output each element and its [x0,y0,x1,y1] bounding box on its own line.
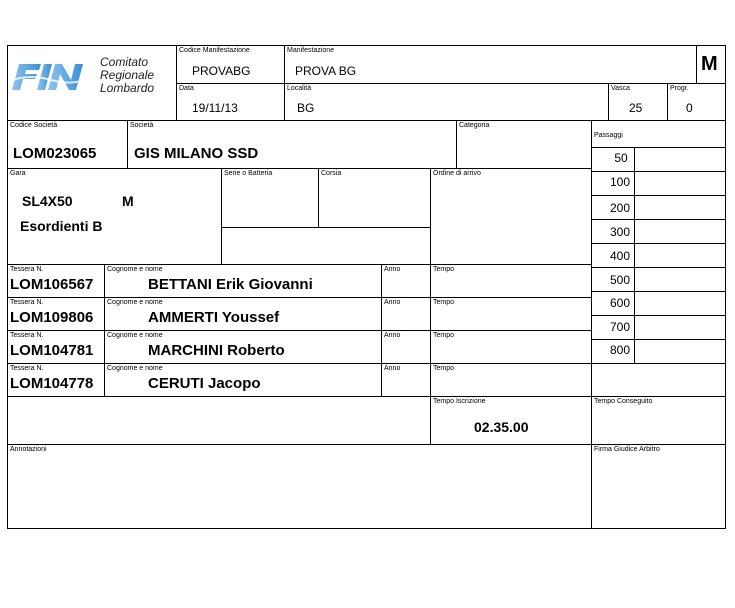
corsia-label: Corsia [321,170,342,177]
passaggi-700-time [634,315,726,340]
anno-label: Anno [384,299,401,306]
manifestazione-label: Manifestazione [287,47,335,54]
athlete-2-nome [104,297,382,331]
passaggi-distance: 600 [609,296,631,310]
passaggi-500-time [634,267,726,292]
gara-label: Gara [10,170,26,177]
data-label: Data [179,85,194,92]
passaggi-300-time [634,219,726,244]
corsia-cell [318,168,431,228]
passaggi-100 [591,171,635,196]
serie-cell [221,168,319,228]
sex-cell [696,45,726,84]
vasca-cell [608,83,668,121]
athlete-1-tessera [7,264,105,298]
passaggi-100-time [634,171,726,196]
vasca-value: 25 [629,101,643,115]
passaggi-400 [591,243,635,268]
tempo-iscrizione-value: 02.35.00 [474,419,529,435]
tempo-iscrizione-cell [430,396,592,445]
cognome-label: Cognome e nome [107,365,163,372]
tessera-value: LOM106567 [10,276,94,293]
athlete-3-anno [381,330,431,364]
nome-value: BETTANI Erik Giovanni [148,276,313,293]
localita-label: Località [287,85,312,92]
data-value: 19/11/13 [192,101,238,115]
tessera-value: LOM109806 [10,309,94,326]
passaggi-distance: 300 [609,225,631,239]
passaggi-500 [591,267,635,292]
tempo-iscrizione-label: Tempo Iscrizione [433,398,486,405]
vasca-label: Vasca [611,85,630,92]
passaggi-distance: 200 [609,201,631,215]
tempo-label: Tempo [433,299,455,306]
passaggi-50-time [634,147,726,172]
org-name [100,56,154,95]
fin-logo [11,60,93,99]
tempo-label: Tempo [433,332,455,339]
societa-value: GIS MILANO SSD [134,145,259,162]
gara-sex: M [122,193,134,209]
firma-giudice-label: Firma Giudice Arbitro [594,446,660,453]
tempo-label: Tempo [433,266,455,273]
codice-societa-cell [7,120,128,169]
passaggi-800-time [634,339,726,364]
nome-value: AMMERTI Youssef [148,309,280,326]
anno-label: Anno [384,266,401,273]
manifestazione-cell [284,45,697,84]
firma-giudice-cell [591,444,726,529]
passaggi-distance: 50 [614,151,628,165]
anno-label: Anno [384,365,401,372]
passaggi-600 [591,291,635,316]
athlete-4-nome [104,363,382,397]
gara-event: SL4X50 [22,193,73,209]
progr-value: 0 [686,101,693,115]
societa-label: Società [130,122,154,129]
serie-label: Serie o Batteria [224,170,273,177]
times-blank [7,396,431,445]
cognome-label: Cognome e nome [107,332,163,339]
athlete-2-tessera [7,297,105,331]
tessera-label: Tessera N. [10,266,44,273]
tempo-conseguito-label: Tempo Conseguito [594,398,653,405]
tessera-label: Tessera N. [10,299,44,306]
societa-cell [127,120,457,169]
gara-cell [7,168,222,265]
codice-societa-value: LOM023065 [13,145,97,162]
passaggi-distance: 500 [609,273,631,287]
tessera-label: Tessera N. [10,332,44,339]
sex-value: M [701,53,718,75]
passaggi-distance: 400 [609,249,631,263]
cognome-label: Cognome e nome [107,299,163,306]
data-cell [176,83,285,121]
org-line-1: Comitato [100,55,149,69]
passaggi-300 [591,219,635,244]
passaggi-400-time [634,243,726,268]
tessera-value: LOM104781 [10,342,94,359]
nome-value: CERUTI Jacopo [148,375,261,392]
codice-manifestazione-label: Codice Manifestazione [179,47,250,54]
passaggi-50 [591,147,635,172]
tempo-label: Tempo [433,365,455,372]
progr-label: Progr. [670,85,689,92]
athlete-1-nome [104,264,382,298]
athlete-3-tessera [7,330,105,364]
annotazioni-label: Annotazioni [10,446,47,453]
gara-category: Esordienti B [20,218,103,234]
cognome-label: Cognome e nome [107,266,163,273]
serie-corsia-blank [221,227,431,265]
passaggi-200-time [634,195,726,220]
annotazioni-cell [7,444,592,529]
athlete-2-tempo [430,297,592,331]
ordine-arrivo-label: Ordine di arrivo [433,170,481,177]
passaggi-200 [591,195,635,220]
codice-societa-label: Codice Società [10,122,58,129]
athlete-3-tempo [430,330,592,364]
passaggi-blank [591,363,726,397]
nome-value: MARCHINI Roberto [148,342,285,359]
categoria-label: Categoria [459,122,490,129]
passaggi-600-time [634,291,726,316]
progr-cell [667,83,726,121]
org-line-3: Lombardo [100,81,155,95]
athlete-3-nome [104,330,382,364]
passaggi-label: Passaggi [594,132,623,139]
tessera-value: LOM104778 [10,375,94,392]
passaggi-800 [591,339,635,364]
passaggi-distance: 100 [609,175,631,189]
codice-manifestazione-cell [176,45,285,84]
passaggi-header [591,120,726,148]
athlete-2-anno [381,297,431,331]
athlete-4-anno [381,363,431,397]
passaggi-distance: 800 [609,343,631,357]
passaggi-distance: 700 [609,320,631,334]
localita-cell [284,83,609,121]
tessera-label: Tessera N. [10,365,44,372]
manifestazione-value: PROVA BG [295,64,357,78]
anno-label: Anno [384,332,401,339]
categoria-cell [456,120,592,169]
ordine-arrivo-cell [430,168,592,265]
tempo-conseguito-cell [591,396,726,445]
org-line-2: Regionale [100,68,155,82]
athlete-4-tessera [7,363,105,397]
logo-cell [7,45,177,121]
codice-manifestazione-value: PROVABG [192,64,251,78]
athlete-4-tempo [430,363,592,397]
passaggi-700 [591,315,635,340]
athlete-1-anno [381,264,431,298]
athlete-1-tempo [430,264,592,298]
localita-value: BG [297,101,315,115]
